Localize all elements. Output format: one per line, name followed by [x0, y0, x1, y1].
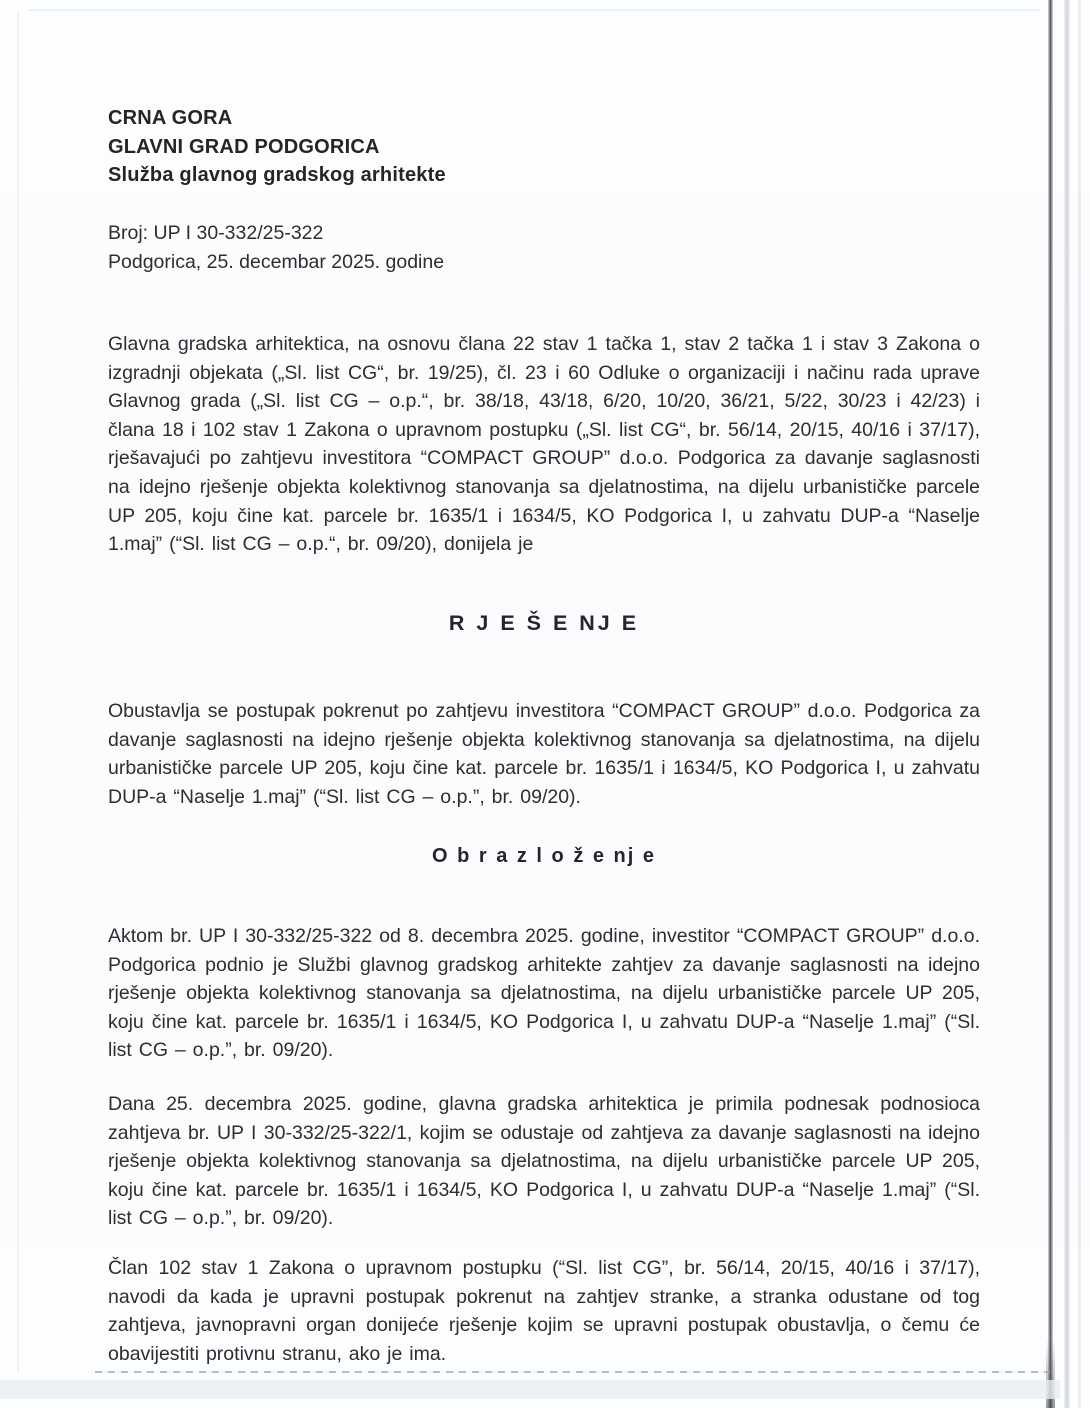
page-top-edge: [28, 9, 1040, 11]
rationale-paragraph-3: Član 102 stav 1 Zakona o upravnom postupku (“Sl. list CG”, br. 56/14, 20/15, 40/16 i 37/17), navodi da kada je upravni postupak pokrenut na zahtjev stranke, a stranka odustane od tog zahtjeva, javnopravni organ donijeće rješenje kojim se upravni postupak obustavlja, o čemu će obavijestiti protivnu stranu, ako je ima.: [108, 1257, 980, 1365]
letterhead-office: Služba glavnog gradskog arhitekte: [108, 164, 446, 186]
rationale-paragraph-2: Dana 25. decembra 2025. godine, glavna gradska arhitektica je primila podnesak podnosioca zahtjeva br. UP I 30-332/25-322/1, kojim se odustaje od zahtjeva za davanje saglasnosti na idejno rješenje objekta kolektivnog stanovanja sa djelatnostima, na dijelu urbanističke parcele UP 205, koju čine kat. parcele br. 1635/1 i 1634/5, KO Podgorica I, u zahvatu DUP-a “Naselje 1.maj” (“Sl. list CG – o.p.”, br. 09/20).: [108, 1093, 980, 1230]
scan-bottom-band: [0, 1380, 1060, 1399]
preamble-paragraph: Glavna gradska arhitektica, na osnovu člana 22 stav 1 tačka 1, stav 2 tačka 1 i stav 3 Zakona o izgradnji objekata („Sl. list CG“, br. 19/25), čl. 23 i 60 Odluke o organizaciji i načinu rada uprave Glavnog grada („Sl. list CG – o.p.“, br. 38/18, 43/18, 6/20, 10/20, 36/21, 5/22, 30/23 i 42/23) i člana 18 i 102 stav 1 Zakona o upravnom postupku („Sl. list CG“, br. 56/14, 20/15, 40/16 i 37/17), rješavajući po zahtjevu investitora “COMPACT GROUP” d.o.o. Podgorica za davanje saglasnosti na idejno rješenje objekta kolektivnog stanovanja sa djelatnostima, na dijelu urbanističke parcele UP 205, koju čine kat. parcele br. 1635/1 i 1634/5, KO Podgorica I, u zahvatu DUP-a “Naselje 1.maj” (“Sl. list CG – o.p.“, br. 09/20), donijela je: [108, 333, 980, 556]
reference-number: Broj: UP I 30-332/25-322: [108, 222, 324, 244]
rationale-paragraph-1: Aktom br. UP I 30-332/25-322 od 8. decembra 2025. godine, investitor “COMPACT GROUP” d.o.o. Podgorica podnio je Službi glavnog gradskog arhitekte zahtjev za davanje saglasnosti na idejno rješenje objekta kolektivnog stanovanja sa djelatnostima, na dijelu urbanističke parcele UP 205, koju čine kat. parcele br. 1635/1 i 1634/5, KO Podgorica I, u zahvatu DUP-a “Naselje 1.maj” (“Sl. list CG – o.p.”, br. 09/20).: [108, 925, 980, 1062]
document-meta: [108, 219, 444, 276]
page-bottom-edge: [95, 1371, 1050, 1373]
scan-edge-faint-line: [1078, 0, 1081, 1408]
place-and-date: Podgorica, 25. decembar 2025. godine: [108, 250, 445, 273]
letterhead-city: GLAVNI GRAD PODGORICA: [108, 135, 380, 158]
scan-edge-dark-line: [1048, 0, 1053, 1408]
rationale-heading: O b r a z l o ž e nj e: [431, 845, 657, 867]
decision-paragraph: Obustavlja se postupak pokrenut po zahtjevu investitora “COMPACT GROUP” d.o.o. Podgorica za davanje saglasnosti na idejno rješenje objekta kolektivnog stanovanja sa djelatnostima, na dijelu urbanističke parcele UP 205, koju čine kat. parcele br. 1635/1 i 1634/5, KO Podgorica I, u zahvatu DUP-a “Naselje 1.maj” (“Sl. list CG – o.p.”, br. 09/20).: [108, 700, 980, 808]
decision-heading: R J E Š E NJ E: [448, 611, 640, 635]
letterhead-country: CRNA GORA: [108, 107, 233, 129]
letterhead: [108, 104, 446, 190]
scan-edge-light-line: [1064, 0, 1070, 1408]
page-left-edge: [17, 12, 19, 1372]
